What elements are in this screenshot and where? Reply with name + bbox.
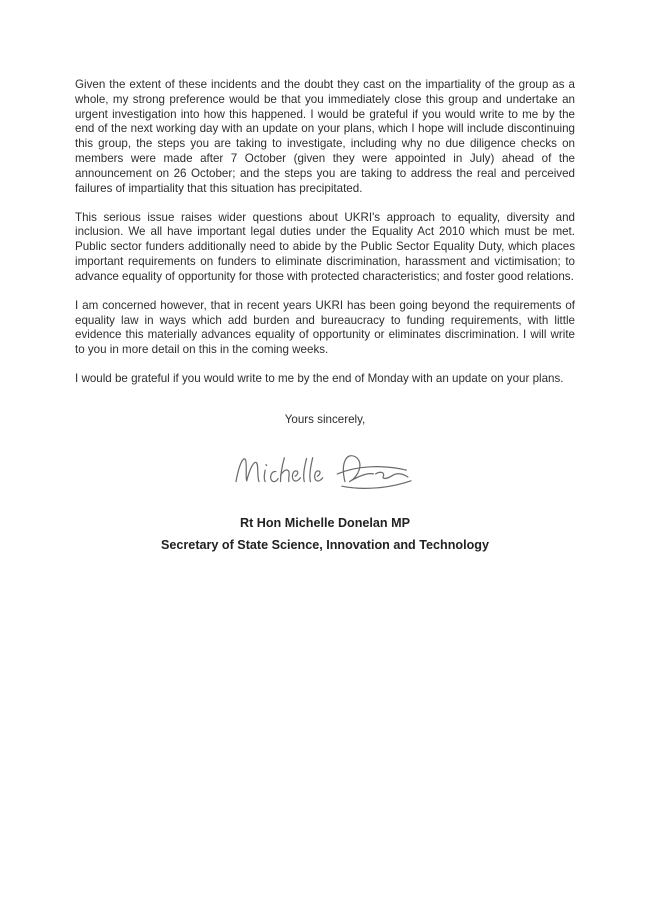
handwritten-signature-icon [225,434,425,500]
letter-paragraph-1: Given the extent of these incidents and the doubt they cast on the impartiality of the group as a whole, my strong preference would be that you immediately close this group and undertake an urgent investigation into how this happened. I would be grateful if you would write to me by the end of the next working day with an update on your plans, which I hope will include discontinuing this group, the steps you are taking to investigate, including why no due diligence checks on members were made after 7 October (given they were appointed in July) ahead of the announcement on 26 October; and the steps you are taking to address the real and perceived failures of impartiality that this situation has precipitated. [75,78,575,195]
signatory-name: Rt Hon Michelle Donelan MP [239,515,411,530]
letter-paragraph-3: I am concerned however, that in recent years UKRI has been going beyond the requirements of equality law in ways which add burden and bureaucracy to funding requirements, with little evidence this materially advances equality of opportunity or eliminates discrimination. I will write to you in more detail on this in the coming weeks. [75,298,575,357]
signatory-title: Secretary of State Science, Innovation and Technology [161,537,489,552]
letter-paragraph-2: This serious issue raises wider questions about UKRI's approach to equality, diversity and inclusion. We all have important legal duties under the Equality Act 2010 which must be met. Public sector funders additionally need to abide by the Public Sector Equality Duty, which places important requirements on funders to eliminate discrimination, harassment and victimisation; to advance equality of opportunity for those with protected characteristics; and foster good relations. [75,210,575,283]
closing-salutation: Yours sincerely, [284,412,366,426]
letter-paragraph-4: I would be grateful if you would write to me by the end of Monday with an update on your plans. [75,372,564,386]
signature-image [75,434,575,505]
